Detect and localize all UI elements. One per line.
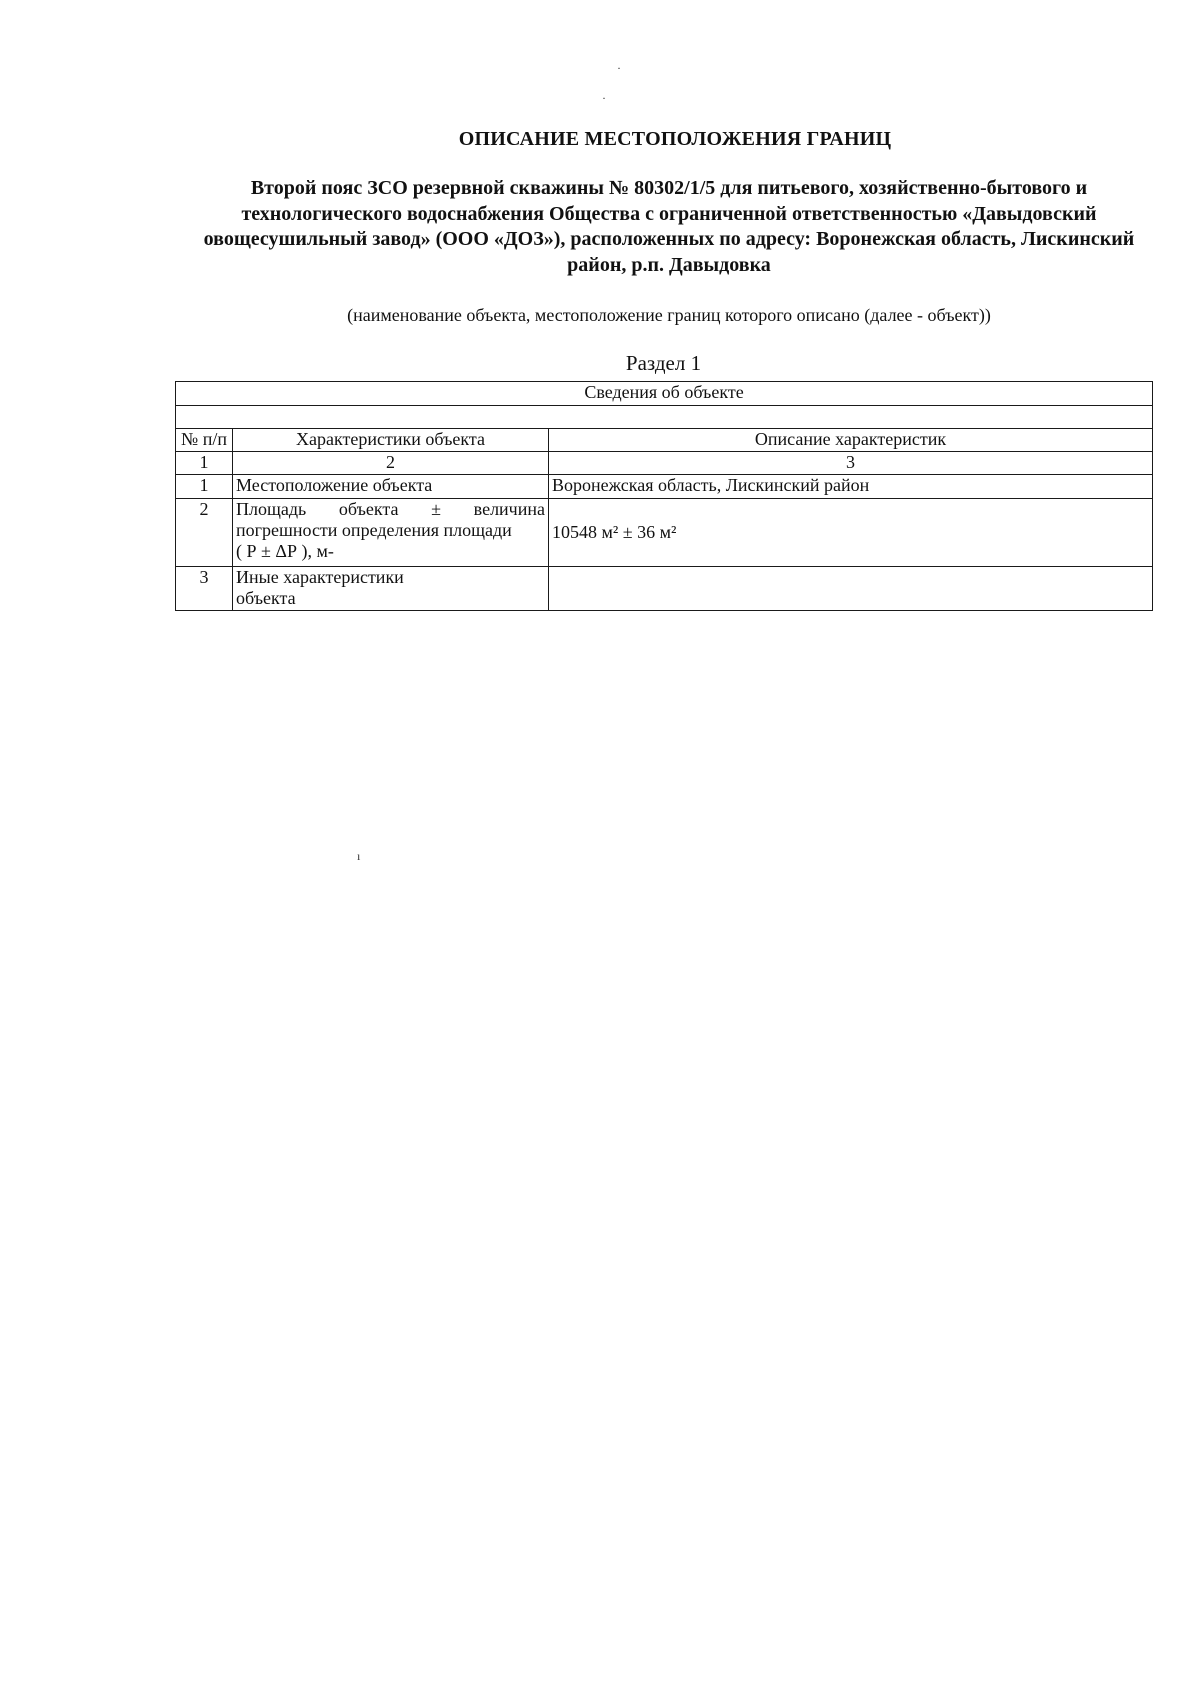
column-header-description: Описание характеристик <box>549 429 1153 452</box>
object-name: Второй пояс ЗСО резервной скважины № 80302/1/5 для питьевого, хозяйственно-бытового и технологического водоснабжения Общества с ограниченной ответственностью «Давыдовский овощесушильный завод» (ООО «ДОЗ»), расположенных по адресу: Воронежская область, Лискинский район, р.п. Давыдовка <box>203 177 1135 276</box>
row-number: 2 <box>176 499 233 567</box>
object-caption: (наименование объекта, местоположение границ которого описано (далее - объект)) <box>347 305 991 325</box>
row-characteristic-line: ( Р ± ΔР ), м- <box>236 541 334 561</box>
table-empty-row <box>176 406 1153 429</box>
row-characteristic <box>233 567 549 611</box>
section-title: Раздел 1 <box>625 351 702 375</box>
table-heading-row <box>176 382 1153 406</box>
object-info-table <box>175 381 1153 611</box>
column-header-number: № п/п <box>176 429 233 452</box>
table-empty-cell <box>176 406 1153 429</box>
document-title: ОПИСАНИЕ МЕСТОПОЛОЖЕНИЯ ГРАНИЦ <box>458 128 892 150</box>
column-number-3: 3 <box>549 452 1153 475</box>
table-column-header-row <box>176 429 1153 452</box>
row-characteristic <box>233 499 549 567</box>
table-row <box>176 499 1153 567</box>
table-row <box>176 475 1153 499</box>
row-number: 3 <box>176 567 233 611</box>
row-description: 10548 м² ± 36 м² <box>549 499 1153 567</box>
row-characteristic-line: Иные характеристики <box>236 567 404 587</box>
row-number: 1 <box>176 475 233 499</box>
row-characteristic-line: Площадь объекта ± величина <box>236 499 545 519</box>
scan-speck: · <box>602 91 606 105</box>
table-row <box>176 567 1153 611</box>
row-characteristic: Местоположение объекта <box>233 475 549 499</box>
row-description: Воронежская область, Лискинский район <box>549 475 1153 499</box>
scan-speck: ı <box>357 849 361 863</box>
column-number-1: 1 <box>176 452 233 475</box>
table-column-number-row <box>176 452 1153 475</box>
scan-speck: · <box>617 61 621 75</box>
column-number-2: 2 <box>233 452 549 475</box>
row-description <box>549 567 1153 611</box>
table-heading: Сведения об объекте <box>176 382 1153 406</box>
column-header-characteristic: Характеристики объекта <box>233 429 549 452</box>
row-characteristic-line: объекта <box>236 588 296 608</box>
row-characteristic-line: погрешности определения площади <box>236 520 512 540</box>
